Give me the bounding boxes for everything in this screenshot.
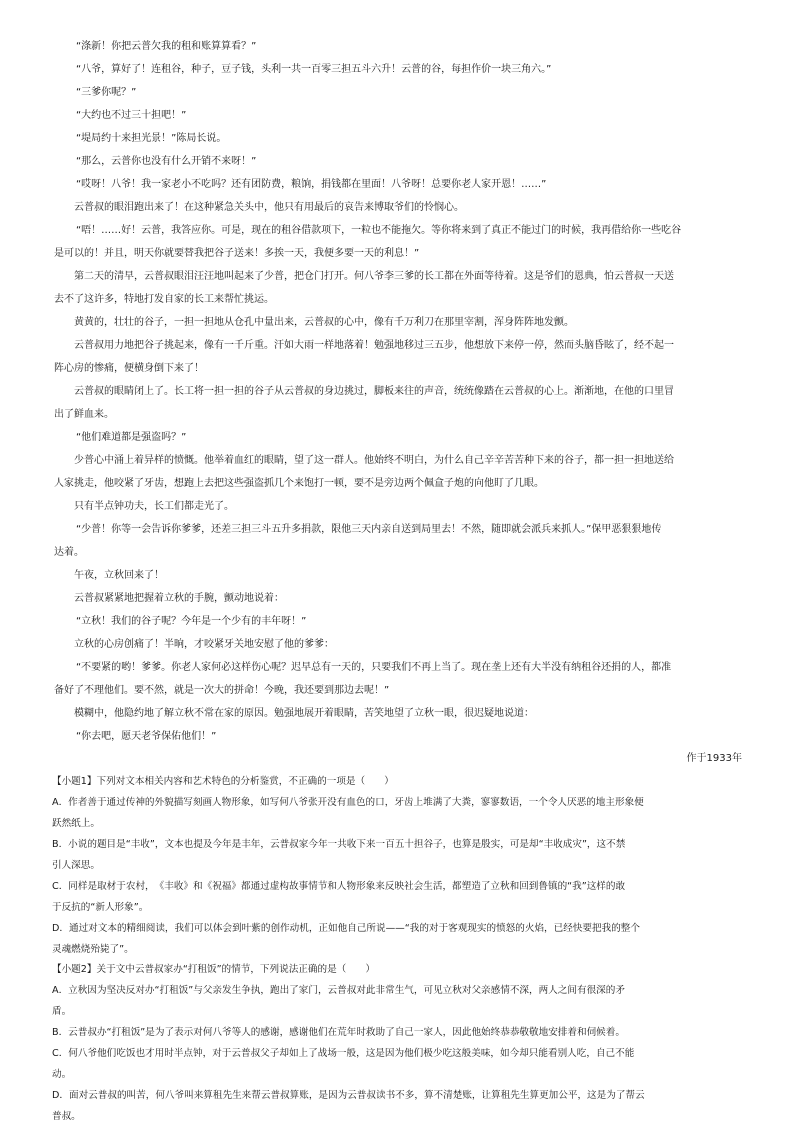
question-line: 普叔。 [52, 1111, 81, 1122]
question-line: B．小说的题目是“丰收”，文本也提及今年是丰年，云普叔家今年一共收下来一百五十担谷子，也算是殷实，可是却“丰收成灾”，这不禁 [52, 838, 626, 850]
story-line: “那么，云普你也没有什么开销不来呀！” [76, 156, 257, 167]
question-line: 于反抗的“新人形象”。 [52, 901, 149, 913]
story-line: 去不了这许多，特地打发自家的长工来帮忙挑运。 [54, 294, 274, 305]
question-line: D．通过对文本的精细阅读，我们可以体会到叶紫的创作动机，正如他自己所说——“我的对于客观现实的愤怒的火焰，已经快要把我的整个 [52, 922, 640, 934]
signoff-date: 作于1933年 [686, 753, 742, 764]
question-line: A．作者善于通过传神的外貌描写刻画人物形象，如写何八爷张开没有血色的口，牙齿上堆满了大粪，寥寥数语，一个令人厌恶的地主形象便 [52, 796, 644, 808]
question-line: C．何八爷他们吃饭也才用时半点钟，对于云普叔父子却如上了战场一般，这是因为他们极少吃这般美味，如今却只能看别人吃，自己不能 [52, 1048, 635, 1060]
story-line: 人家挑走，他咬紧了牙齿，想跑上去把这些强盗抓几个来饱打一顿，要不是旁边两个佩盒子炮的向他盯了几眼。 [54, 478, 544, 489]
story-line: 黄黄的，壮壮的谷子，一担一担地从仓孔中量出来，云普叔的心中，像有千万利刀在那里宰割，浑身阵阵地发颤。 [74, 317, 574, 328]
story-line: 立秋的心房创痛了！半晌，才咬紧牙关地安慰了他的爹爹： [74, 639, 334, 650]
story-line: “少普！你等一会告诉你爹爹，还差三担三斗五升多捐款，限他三天内亲自送到局里去！不然，随即就会派兵来抓人。”保甲恶狠狠地传 [76, 524, 662, 535]
story-line: “堤局约十来担光景！”陈局长说。 [76, 133, 227, 144]
question-line: B．云普叔办“打租饭”是为了表示对何八爷等人的感谢，感谢他们在荒年时救助了自己一家人，因此他始终恭恭敬敬地安排着和伺候着。 [52, 1027, 625, 1039]
story-line: 第二天的清早，云普叔眼泪汪汪地叫起来了少普，把仓门打开。何八爷李三爹的长工都在外面等待着。这是爷们的恩典，怕云普叔一天送 [74, 271, 674, 282]
story-line: “不要紧的哟！爹爹。你老人家何必这样伤心呢？迟早总有一天的，只要我们不再上当了。现在垄上还有大半没有纳租谷还捐的人，都准 [76, 662, 672, 673]
story-line: “你去吧，愿天老爷保佑他们！” [76, 731, 217, 742]
story-line: 云普叔的眼泪跑出来了！在这种紧急关头中，他只有用最后的哀告来博取爷们的怜悯心。 [74, 202, 464, 213]
story-line: “立秋！我们的谷子呢？今年是一个少有的丰年呀！” [76, 616, 307, 627]
question-line: 【小题1】下列对文本相关内容和艺术特色的分析鉴赏，不正确的一项是（ ） [52, 776, 394, 787]
question-line: 【小题2】关于文中云普叔家办“打租饭”的情节，下列说法正确的是（ ） [52, 964, 376, 976]
story-line: 云普叔的眼睛闭上了。长工将一担一担的谷子从云普叔的身边挑过，脚板来往的声音，统统像踏在云普叔的心上。渐渐地，在他的口里冒 [74, 386, 674, 397]
story-line: “哎呀！八爷！我一家老小不吃吗？还有团防费，粮饷，捐钱都在里面！八爷呀！总要你老人家开恩！……” [76, 179, 547, 190]
story-line: “唔！……好！云普，我答应你。可是，现在的租谷借款项下，一粒也不能拖欠。等你将来到了真正不能过门的时候，我再借给你一些吃谷 [76, 225, 682, 236]
question-line: 灵魂燃烧殆毙了”。 [52, 943, 134, 955]
story-line: 出了鲜血来。 [54, 409, 114, 420]
story-line: “八爷，算好了！连租谷，种子，豆子钱，头利一共一百零三担五斗六升！云普的谷，每担作价一块三角六。” [76, 64, 552, 75]
story-line: 备好了不理他们。要不然，就是一次大的拼命！今晚，我还要到那边去呢！” [54, 685, 390, 696]
story-line: “三爹你呢？” [76, 87, 137, 98]
story-line: 午夜，立秋回来了！ [74, 570, 164, 581]
story-line: 云普叔紧紧地把握着立秋的手腕，颤动地说着： [74, 593, 284, 604]
question-line: 动。 [52, 1069, 72, 1081]
story-line: 阵心房的惨痛，便横身倒下来了！ [54, 363, 204, 374]
story-line: “涤新！你把云普欠我的租和账算算看？” [76, 41, 257, 52]
story-line: 少普心中涌上着异样的愤慨。他举着血红的眼睛，望了这一群人。他始终不明白，为什么自己辛辛苦苦种下来的谷子，都一担一担地送给 [74, 455, 674, 466]
question-line: D．面对云普叔的叫苦，何八爷叫来算租先生来帮云普叔算账，是因为云普叔读书不多，算不清楚账，让算租先生算更加公平，这是为了帮云 [52, 1090, 645, 1102]
question-line: 盾。 [52, 1006, 72, 1018]
question-line: A．立秋因为坚决反对办“打租饭”与父亲发生争执，跑出了家门，云普叔对此非常生气，可见立秋对父亲感情不深，两人之间有很深的矛 [52, 985, 625, 997]
question-line: C．同样是取材于农村， 《丰收》和《祝福》都通过虚构故事情节和人物形象来反映社会生活，都塑造了立秋和回到鲁镇的“我”这样的敢 [52, 880, 626, 892]
question-line: 跃然纸上。 [52, 817, 100, 829]
story-line: “大约也不过三十担吧！” [76, 110, 187, 121]
story-line: “他们难道都是强盗吗？” [76, 432, 187, 443]
question-line: 引人深思。 [52, 859, 100, 871]
story-line: 达着。 [54, 547, 84, 558]
story-line: 是可以的！并且，明天你就要替我把谷子送来！多挨一天，我便多要一天的利息！” [54, 248, 420, 259]
story-line: 模糊中，他隐约地了解立秋不常在家的原因。勉强地展开着眼睛，苦笑地望了立秋一眼，很迟疑地说道： [74, 708, 534, 719]
story-line: 云普叔用力地把谷子挑起来，像有一千斤重。汗如大雨一样地落着！勉强地移过三五步，他想放下来停一停，然而头脑昏眩了，经不起一 [74, 340, 674, 351]
story-line: 只有半点钟功夫，长工们都走光了。 [74, 501, 234, 512]
